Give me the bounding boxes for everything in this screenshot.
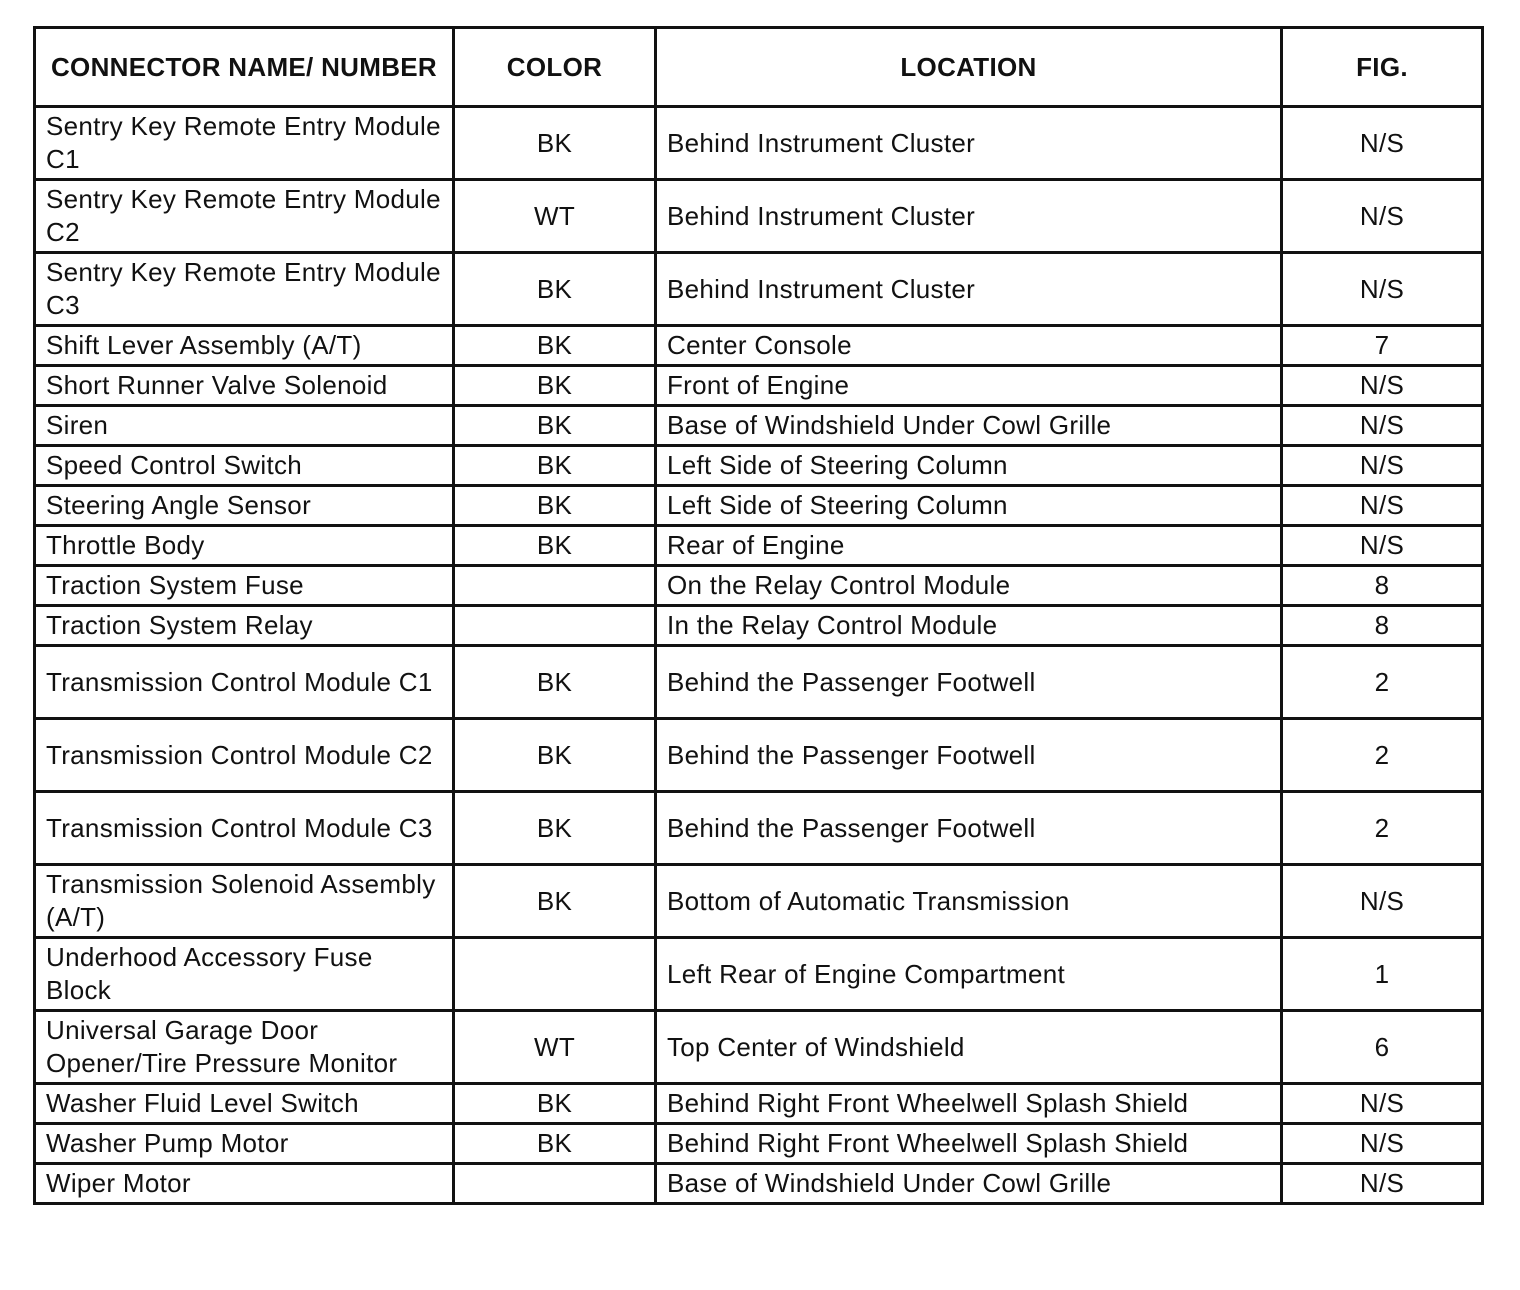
table-row: [35, 719, 1483, 792]
fig-cell: 8: [1282, 606, 1483, 646]
location-cell: Behind Right Front Wheelwell Splash Shield: [656, 1124, 1282, 1164]
table-row: [35, 486, 1483, 526]
color-cell: BK: [454, 486, 656, 526]
location-cell: Behind the Passenger Footwell: [656, 792, 1282, 865]
connector-name-cell: Washer Fluid Level Switch: [35, 1084, 454, 1124]
table-row: [35, 865, 1483, 938]
connector-name-cell: Transmission Control Module C3: [35, 792, 454, 865]
connector-name-cell: Traction System Fuse: [35, 566, 454, 606]
fig-cell: 2: [1282, 646, 1483, 719]
fig-cell: N/S: [1282, 253, 1483, 326]
location-cell: Left Side of Steering Column: [656, 486, 1282, 526]
table-row: [35, 938, 1483, 1011]
color-cell: BK: [454, 526, 656, 566]
fig-cell: 8: [1282, 566, 1483, 606]
table-row: [35, 566, 1483, 606]
connector-name-cell: Traction System Relay: [35, 606, 454, 646]
location-cell: Left Rear of Engine Compartment: [656, 938, 1282, 1011]
table-header: [35, 28, 1483, 107]
table-row: [35, 406, 1483, 446]
fig-cell: N/S: [1282, 865, 1483, 938]
location-cell: Base of Windshield Under Cowl Grille: [656, 406, 1282, 446]
fig-cell: N/S: [1282, 1124, 1483, 1164]
color-cell: BK: [454, 1124, 656, 1164]
color-cell: BK: [454, 446, 656, 486]
color-cell: WT: [454, 1011, 656, 1084]
table-row: [35, 446, 1483, 486]
color-cell: BK: [454, 1084, 656, 1124]
location-cell: Left Side of Steering Column: [656, 446, 1282, 486]
connector-name-cell: Shift Lever Assembly (A/T): [35, 326, 454, 366]
fig-cell: N/S: [1282, 107, 1483, 180]
color-cell: BK: [454, 366, 656, 406]
color-cell: [454, 938, 656, 1011]
color-cell: BK: [454, 719, 656, 792]
connector-name-cell: Sentry Key Remote Entry Module C3: [35, 253, 454, 326]
connector-table: [33, 26, 1484, 1205]
color-cell: BK: [454, 253, 656, 326]
location-cell: Behind Right Front Wheelwell Splash Shield: [656, 1084, 1282, 1124]
color-cell: [454, 566, 656, 606]
table-row: [35, 792, 1483, 865]
table-row: [35, 180, 1483, 253]
connector-name-cell: Speed Control Switch: [35, 446, 454, 486]
location-cell: Behind the Passenger Footwell: [656, 646, 1282, 719]
fig-cell: 7: [1282, 326, 1483, 366]
table-row: [35, 526, 1483, 566]
fig-cell: N/S: [1282, 1084, 1483, 1124]
location-cell: Top Center of Windshield: [656, 1011, 1282, 1084]
location-cell: On the Relay Control Module: [656, 566, 1282, 606]
fig-cell: 1: [1282, 938, 1483, 1011]
table-row: [35, 646, 1483, 719]
table-row: [35, 1084, 1483, 1124]
color-cell: [454, 606, 656, 646]
connector-name-cell: Washer Pump Motor: [35, 1124, 454, 1164]
header-fig: FIG.: [1282, 28, 1483, 107]
connector-name-cell: Transmission Solenoid Assembly (A/T): [35, 865, 454, 938]
header-connector-name: CONNECTOR NAME/ NUMBER: [35, 28, 454, 107]
connector-name-cell: Sentry Key Remote Entry Module C1: [35, 107, 454, 180]
connector-name-cell: Universal Garage Door Opener/Tire Pressure Monitor: [35, 1011, 454, 1084]
color-cell: BK: [454, 792, 656, 865]
table-row: [35, 107, 1483, 180]
fig-cell: N/S: [1282, 486, 1483, 526]
connector-name-cell: Wiper Motor: [35, 1164, 454, 1204]
connector-name-cell: Sentry Key Remote Entry Module C2: [35, 180, 454, 253]
table-row: [35, 606, 1483, 646]
fig-cell: 2: [1282, 719, 1483, 792]
table-row: [35, 1011, 1483, 1084]
connector-name-cell: Underhood Accessory Fuse Block: [35, 938, 454, 1011]
connector-name-cell: Short Runner Valve Solenoid: [35, 366, 454, 406]
connector-name-cell: Steering Angle Sensor: [35, 486, 454, 526]
location-cell: Center Console: [656, 326, 1282, 366]
header-location: LOCATION: [656, 28, 1282, 107]
location-cell: Behind Instrument Cluster: [656, 180, 1282, 253]
color-cell: BK: [454, 646, 656, 719]
connector-name-cell: Throttle Body: [35, 526, 454, 566]
color-cell: BK: [454, 865, 656, 938]
location-cell: Base of Windshield Under Cowl Grille: [656, 1164, 1282, 1204]
table-body: [35, 107, 1483, 1204]
header-row: [35, 28, 1483, 107]
location-cell: In the Relay Control Module: [656, 606, 1282, 646]
fig-cell: N/S: [1282, 446, 1483, 486]
connector-name-cell: Transmission Control Module C1: [35, 646, 454, 719]
location-cell: Front of Engine: [656, 366, 1282, 406]
location-cell: Bottom of Automatic Transmission: [656, 865, 1282, 938]
fig-cell: N/S: [1282, 526, 1483, 566]
location-cell: Rear of Engine: [656, 526, 1282, 566]
table-row: [35, 253, 1483, 326]
fig-cell: N/S: [1282, 1164, 1483, 1204]
connector-name-cell: Transmission Control Module C2: [35, 719, 454, 792]
location-cell: Behind Instrument Cluster: [656, 107, 1282, 180]
color-cell: BK: [454, 326, 656, 366]
location-cell: Behind the Passenger Footwell: [656, 719, 1282, 792]
connector-name-cell: Siren: [35, 406, 454, 446]
color-cell: WT: [454, 180, 656, 253]
fig-cell: N/S: [1282, 406, 1483, 446]
table-row: [35, 326, 1483, 366]
color-cell: BK: [454, 406, 656, 446]
fig-cell: 2: [1282, 792, 1483, 865]
color-cell: BK: [454, 107, 656, 180]
fig-cell: N/S: [1282, 180, 1483, 253]
color-cell: [454, 1164, 656, 1204]
table-row: [35, 366, 1483, 406]
location-cell: Behind Instrument Cluster: [656, 253, 1282, 326]
header-color: COLOR: [454, 28, 656, 107]
table-row: [35, 1164, 1483, 1204]
fig-cell: N/S: [1282, 366, 1483, 406]
table-row: [35, 1124, 1483, 1164]
fig-cell: 6: [1282, 1011, 1483, 1084]
